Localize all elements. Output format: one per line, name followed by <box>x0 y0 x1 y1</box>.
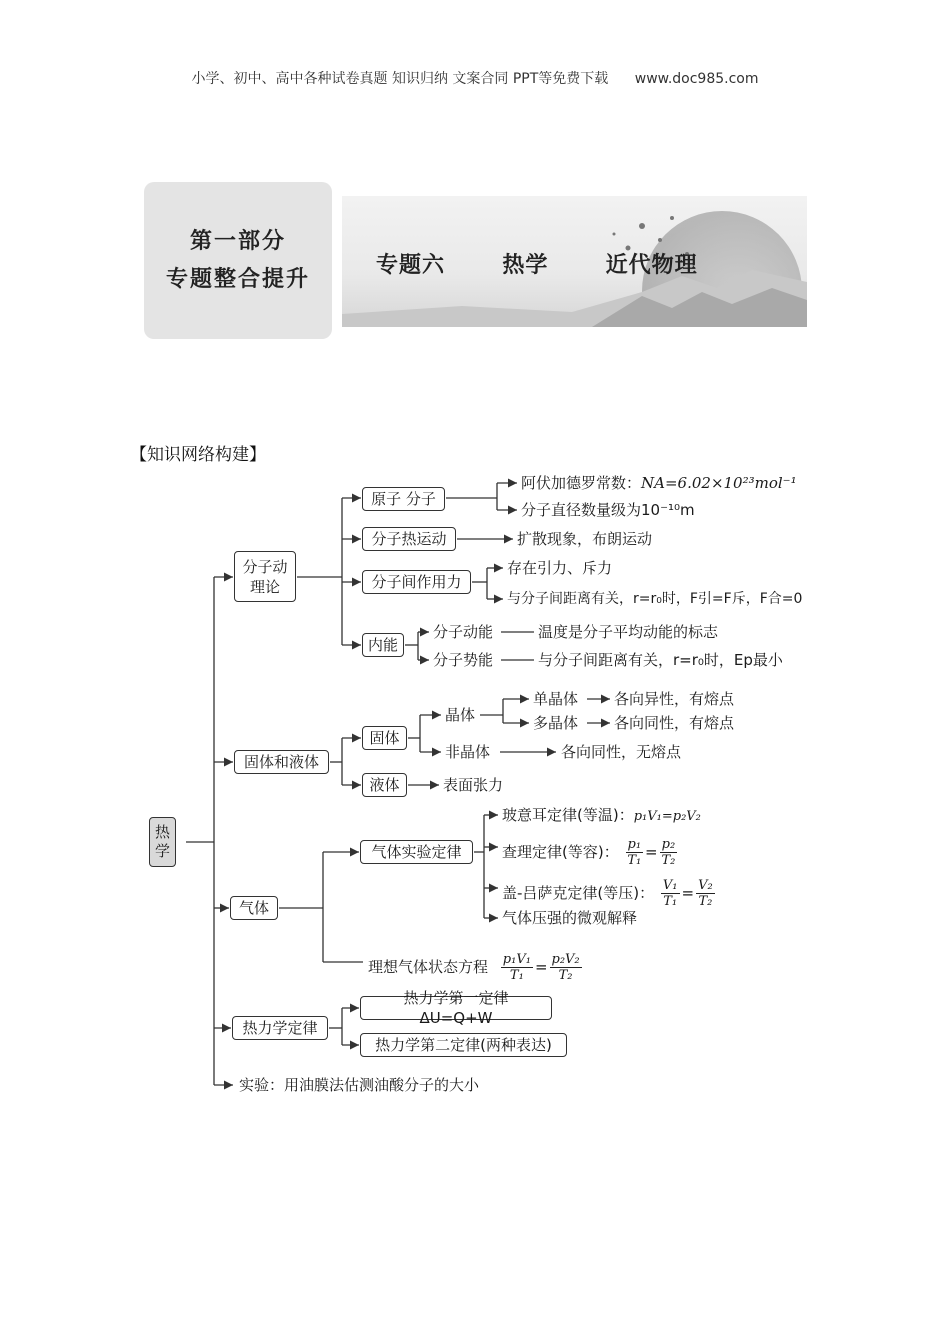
charles-label: 查理定律(等容)： <box>502 843 619 861</box>
node-first-law[interactable]: 热力学第一定律 ΔU=Q+W <box>360 996 552 1020</box>
node-atom-molecule[interactable]: 原子 分子 <box>362 487 445 511</box>
potential-energy-label: 分子势能 <box>433 651 494 669</box>
amorphous-label: 非晶体 <box>445 743 491 761</box>
amorphous-desc: 各向同性，无熔点 <box>561 743 682 761</box>
potential-energy-desc: 与分子间距离有关，r=r₀时，Ep最小 <box>538 651 783 669</box>
node-thermodynamics[interactable]: 热力学定律 <box>232 1016 328 1040</box>
root-label: 热学 <box>154 823 170 860</box>
charles-p2: p₂ <box>661 837 676 852</box>
node-internal-energy[interactable]: 内能 <box>362 633 404 657</box>
kinetic-energy-label: 分子动能 <box>433 623 494 641</box>
section-title: 【知识网络构建】 <box>130 445 266 465</box>
gay-v1: V₁ <box>662 878 678 893</box>
thermal-motion-desc: 扩散现象，布朗运动 <box>517 530 653 548</box>
ideal-frac-left <box>501 952 533 983</box>
ideal-t1: T₁ <box>509 968 524 983</box>
experiment-oil-film: 实验：用油膜法估测油酸分子的大小 <box>239 1076 480 1094</box>
gay-frac-left <box>661 878 680 909</box>
gay-t1: T₁ <box>663 894 678 909</box>
avogadro-label: 阿伏加德罗常数： <box>521 474 642 492</box>
kinetic-energy-desc: 温度是分子平均动能的标志 <box>538 623 719 641</box>
charles-eq: = <box>645 843 658 861</box>
diameter-text: 分子直径数量级为10⁻¹⁰m <box>521 501 695 519</box>
node-gas-laws[interactable]: 气体实验定律 <box>360 840 473 864</box>
gay-label: 盖-吕萨克定律(等压)： <box>502 884 655 902</box>
charles-frac-right <box>660 837 678 868</box>
node-solid[interactable]: 固体 <box>362 726 407 750</box>
charles-p1: p₁ <box>627 837 642 852</box>
ideal-frac-right <box>550 952 582 983</box>
charles-t2: T₂ <box>661 853 676 868</box>
root-node-thermology[interactable] <box>149 817 176 867</box>
header-url[interactable]: www.doc985.com <box>634 71 759 87</box>
gay-lussac-law <box>502 878 717 909</box>
gay-frac-right <box>696 878 715 909</box>
crystal-label: 晶体 <box>445 706 476 724</box>
part-line1: 第一部分 <box>189 228 286 254</box>
avogadro-formula: NA=6.02×10²³mol⁻¹ <box>641 474 797 492</box>
charles-frac-left <box>626 837 644 868</box>
ideal-p1v1: p₁V₁ <box>502 952 531 967</box>
ideal-gas-label: 理想气体状态方程 <box>368 958 489 976</box>
boyle-label: 玻意耳定律(等温)： <box>502 806 634 824</box>
header-text: 小学、初中、高中各种试卷真题 知识归纳 文案合同 PPT等免费下载 <box>191 71 609 87</box>
ideal-t2: T₂ <box>558 968 573 983</box>
node-liquid[interactable]: 液体 <box>362 773 407 797</box>
charles-t1: T₁ <box>627 853 642 868</box>
boyle-law <box>502 805 701 827</box>
liquid-desc: 表面张力 <box>443 776 504 794</box>
charles-law <box>502 837 679 868</box>
node-molecular-theory[interactable] <box>234 551 296 602</box>
node-second-law[interactable]: 热力学第二定律(两种表达) <box>360 1033 567 1057</box>
ideal-p2v2: p₂V₂ <box>551 952 580 967</box>
node-gas[interactable]: 气体 <box>230 896 278 920</box>
ideal-gas-equation <box>368 952 584 983</box>
node-solid-liquid[interactable]: 固体和液体 <box>234 750 329 774</box>
ideal-eq: = <box>534 958 548 976</box>
node-molecular-theory-label: 分子动理论 <box>242 557 288 596</box>
boyle-formula: p₁V₁=p₂V₂ <box>633 809 701 824</box>
poly-crystal-desc: 各向同性，有熔点 <box>614 714 735 732</box>
avogadro-text <box>521 473 797 493</box>
single-crystal-desc: 各向异性，有熔点 <box>614 690 735 708</box>
force-desc-b: 与分子间距离有关，r=r₀时，F引=F斥，F合=0 <box>507 591 803 607</box>
part-line2: 专题整合提升 <box>165 266 310 292</box>
micro-explanation: 气体压强的微观解释 <box>502 909 638 927</box>
chapter-title: 专题六 热学 近代物理 <box>376 253 698 278</box>
gay-eq: = <box>681 884 695 902</box>
node-thermal-motion[interactable]: 分子热运动 <box>362 527 456 551</box>
node-molecular-force[interactable]: 分子间作用力 <box>362 570 471 594</box>
force-desc-a: 存在引力、斥力 <box>507 559 613 577</box>
poly-crystal-label: 多晶体 <box>533 714 579 732</box>
gay-v2: V₂ <box>698 878 713 893</box>
single-crystal-label: 单晶体 <box>533 690 579 708</box>
gay-t2: T₂ <box>698 894 713 909</box>
